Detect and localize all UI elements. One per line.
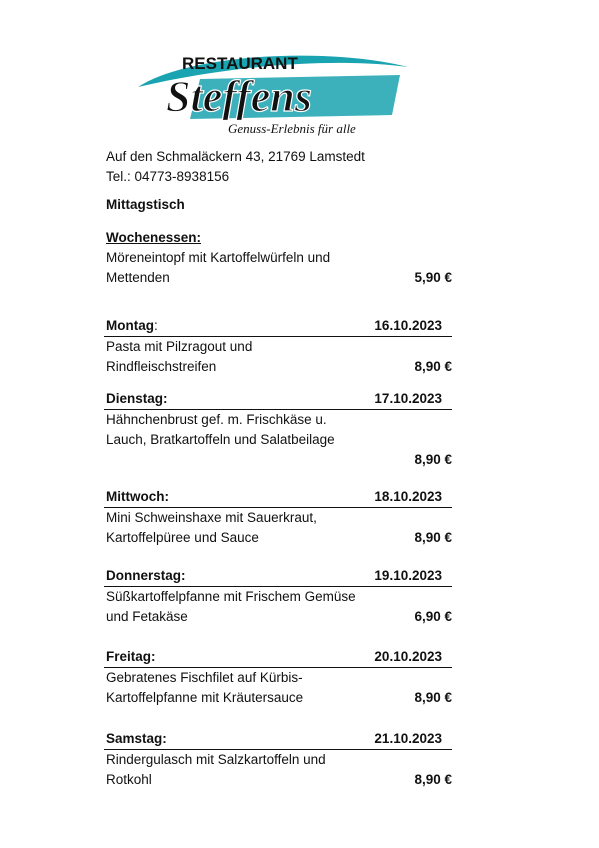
dish-line: und Fetakäse (106, 609, 188, 624)
day-header (104, 316, 452, 337)
logo-name: Steffens (166, 72, 312, 121)
weekly-dish (106, 248, 452, 288)
day-header (104, 389, 452, 410)
dish-line: Gebratenes Fischfilet auf Kürbis- (106, 670, 303, 685)
restaurant-logo (130, 45, 420, 140)
weekly-dish-section (106, 228, 452, 288)
dish-price: 8,90 € (414, 452, 452, 467)
dish-line: Rotkohl (106, 772, 152, 787)
day-header (104, 647, 452, 668)
day-name: Donnerstag: (106, 568, 186, 583)
day-dish (104, 508, 452, 548)
dish-line: Kartoffelpfanne mit Kräutersauce (106, 690, 304, 705)
dish-line: Hähnchenbrust gef. m. Frischkäse u. (106, 412, 327, 427)
day-colon: : (154, 318, 158, 333)
dish-price: 8,90 € (414, 530, 452, 545)
dish-line: Lauch, Bratkartoffeln und Salatbeilage (106, 432, 335, 447)
dish-line: Rindergulasch mit Salzkartoffeln und (106, 752, 326, 767)
day-header (104, 487, 452, 508)
weekly-title: Wochenessen: (106, 230, 202, 245)
day-saturday (104, 729, 452, 790)
day-name: Mittwoch: (106, 489, 169, 504)
dish-price: 8,90 € (414, 772, 452, 787)
dish-price: 5,90 € (414, 270, 452, 285)
logo-graphic (130, 45, 420, 140)
dish-line: Kartoffelpüree und Sauce (106, 530, 259, 545)
day-dish (104, 337, 452, 377)
dish-line: Mettenden (106, 270, 170, 285)
day-name: Montag (106, 318, 154, 333)
day-date: 17.10.2023 (374, 391, 442, 406)
day-date: 16.10.2023 (374, 318, 442, 333)
day-wednesday (104, 487, 452, 548)
day-monday (104, 316, 452, 377)
address-street: Auf den Schmaläckern 43, 21769 Lamstedt (106, 149, 365, 164)
day-date: 19.10.2023 (374, 568, 442, 583)
dish-price: 8,90 € (414, 359, 452, 374)
day-name: Dienstag: (106, 391, 168, 406)
day-name: Samstag: (106, 731, 167, 746)
logo-top-text: RESTAURANT (182, 54, 298, 73)
dish-price: 8,90 € (414, 690, 452, 705)
dish-line: Mini Schweinshaxe mit Sauerkraut, (106, 510, 317, 525)
day-date: 21.10.2023 (374, 731, 442, 746)
day-thursday (104, 566, 452, 627)
day-dish (104, 587, 452, 627)
day-tuesday (104, 389, 452, 470)
day-date: 20.10.2023 (374, 649, 442, 664)
dish-price: 6,90 € (414, 609, 452, 624)
page-heading: Mittagstisch (106, 197, 185, 212)
day-header (104, 566, 452, 587)
day-dish (104, 410, 452, 470)
address-phone: Tel.: 04773-8938156 (106, 169, 230, 184)
day-friday (104, 647, 452, 708)
dish-line-spacer (106, 450, 386, 470)
day-date: 18.10.2023 (374, 489, 442, 504)
dish-line: Rindfleischstreifen (106, 359, 217, 374)
day-dish (104, 750, 452, 790)
day-header (104, 729, 452, 750)
dish-line: Möreneintopf mit Kartoffelwürfeln und (106, 250, 331, 265)
address-block (106, 147, 365, 187)
logo-tagline: Genuss-Erlebnis für alle (228, 121, 356, 136)
day-name: Freitag: (106, 649, 156, 664)
dish-line: Süßkartoffelpfanne mit Frischem Gemüse (106, 589, 356, 604)
dish-line: Pasta mit Pilzragout und (106, 339, 253, 354)
day-dish (104, 668, 452, 708)
